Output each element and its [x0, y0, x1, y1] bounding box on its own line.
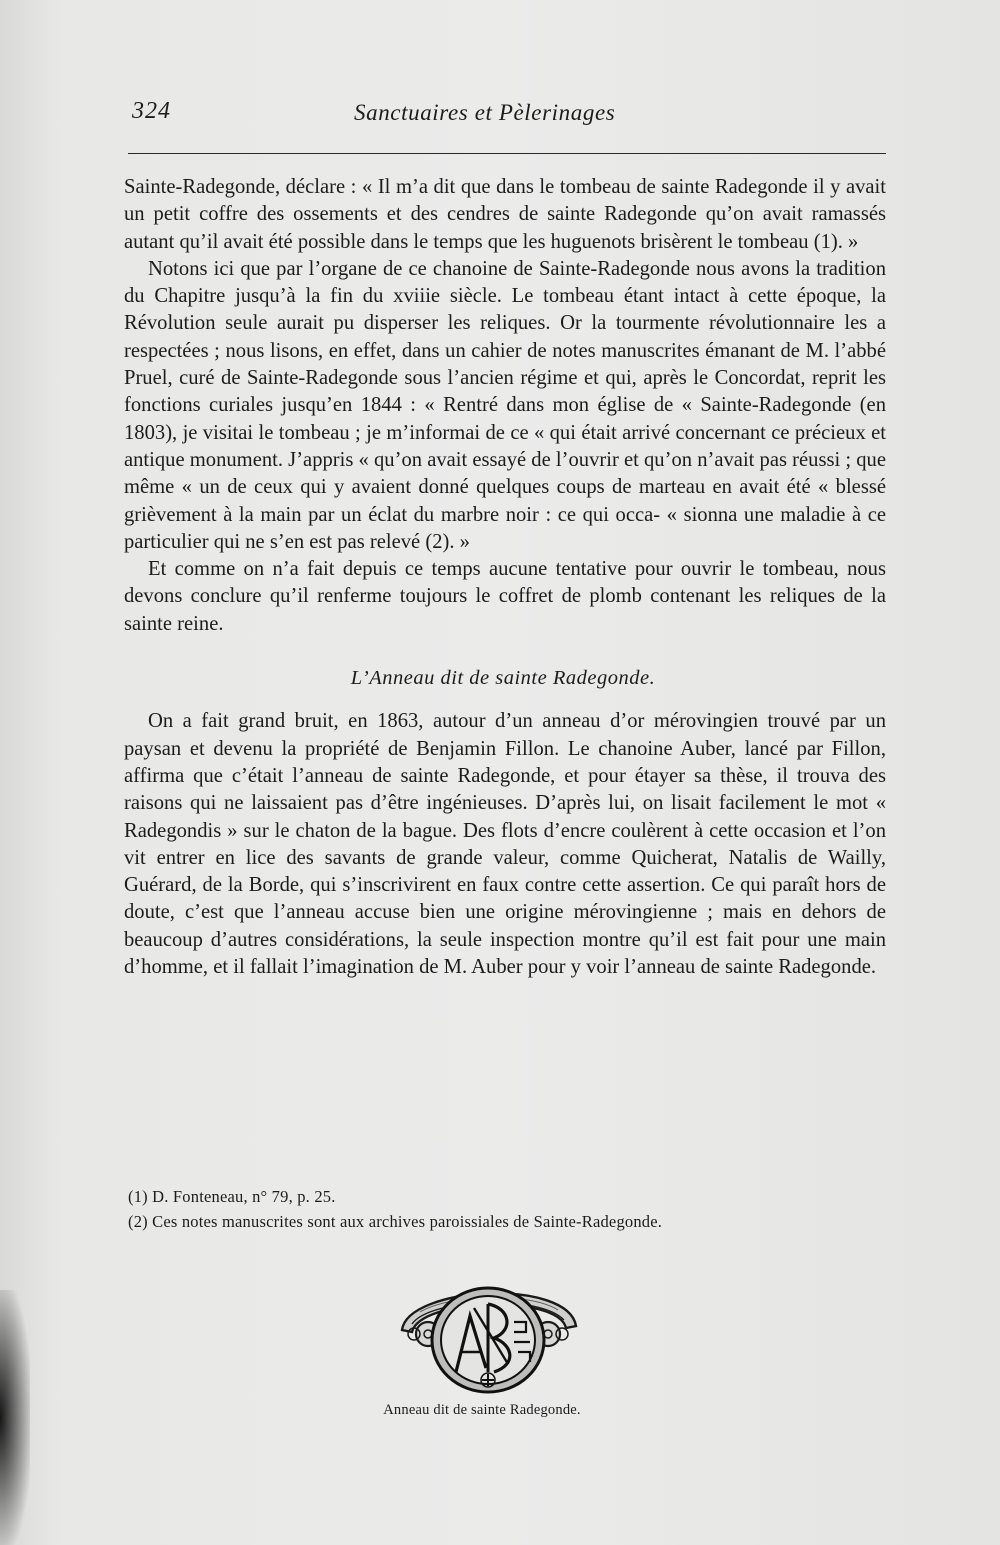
- paragraph-tradition: Notons ici que par l’organe de ce chanoine de Sainte-Radegonde nous avons la tradition du Chapitre jusqu’à la fin du xviiie siècle. Le tombeau étant intact à cette époque, la Révolution seule aurait pu disperser les reliques. Or la tourmente révolutionnaire les a respectées ; nous lisons, en effet, dans un cahier de notes manuscrites émanant de M. l’abbé Pruel, curé de Sainte-Radegonde sous l’ancien régime et qui, après le Concordat, reprit les fonctions curiales jusqu’en 1844 : « Rentré dans mon église de « Sainte-Radegonde (en 1803), je visitai le tombeau ; je m’informai de ce « qui était arrivé concernant ce précieux et antique monument. J’appris « qu’on avait essayé de l’ouvrir et qu’on n’avait pas réussi ; que même « un de ceux qui y avaient donné quelques coups de marteau en avait été « blessé grièvement à la main par un éclat du marbre noir : ce qui occa- « sionna une maladie à ce particulier qui ne s’en est pas relevé (2). »: [124, 257, 886, 553]
- paragraph-ring: On a fait grand bruit, en 1863, autour d’un anneau d’or mérovingien trouvé par un paysan et devenu la propriété de Benjamin Fillon. Le chanoine Auber, lancé par Fillon, affirma que c’était l’anneau de sainte Radegonde, et pour étayer sa thèse, il trouva des raisons qui ne laissaient pas d’être ingénieuses. D’après lui, on lisait facilement le mot « Radegondis » sur le chaton de la bague. Des flots d’encre coulèrent à cette occasion et l’on vit entrer en lice des savants de grande valeur, comme Quicherat, Natalis de Wailly, Guérard, de la Borde, qui s’inscrivirent en faux contre cette assertion. Ce qui paraît hors de doute, c’est que l’anneau accuse bien une origine mérovingienne ; mais en dehors de beaucoup d’autres considérations, la seule inspection montre qu’il est fait pour une main d’homme, et il fallait l’imagination de M. Auber pour y voir l’anneau de sainte Radegonde.: [124, 710, 886, 979]
- section-title: L’Anneau dit de sainte Radegonde.: [350, 667, 656, 690]
- running-header: [132, 92, 888, 136]
- footnotes: [128, 1184, 848, 1234]
- footnote-1: (1) D. Fonteneau, n° 79, p. 25.: [128, 1187, 336, 1206]
- page-number: 324: [132, 98, 171, 124]
- ring-illustration: [390, 1268, 586, 1398]
- page-edge-shadow: [0, 1290, 30, 1545]
- main-text: [124, 174, 886, 981]
- header-rule: [128, 153, 886, 154]
- running-title: Sanctuaires et Pèlerinages: [354, 100, 616, 125]
- paragraph-conclusion: Et comme on n’a fait depuis ce temps aucune tentative pour ouvrir le tombeau, nous devons conclure qu’il renferme toujours le coffret de plomb contenant les reliques de la sainte reine.: [124, 558, 886, 635]
- ring-icon: [390, 1268, 586, 1398]
- paragraph-continued: Sainte-Radegonde, déclare : « Il m’a dit que dans le tombeau de sainte Radegonde il y avait un petit coffre des ossements et des cendres de sainte Radegonde qu’on avait ramassés autant qu’il avait été possible dans le temps que les huguenots brisèrent le tombeau (1). »: [124, 176, 886, 253]
- footnote-2: (2) Ces notes manuscrites sont aux archives paroissiales de Sainte-Radegonde.: [128, 1212, 663, 1231]
- figure-caption: Anneau dit de sainte Radegonde.: [383, 1402, 581, 1418]
